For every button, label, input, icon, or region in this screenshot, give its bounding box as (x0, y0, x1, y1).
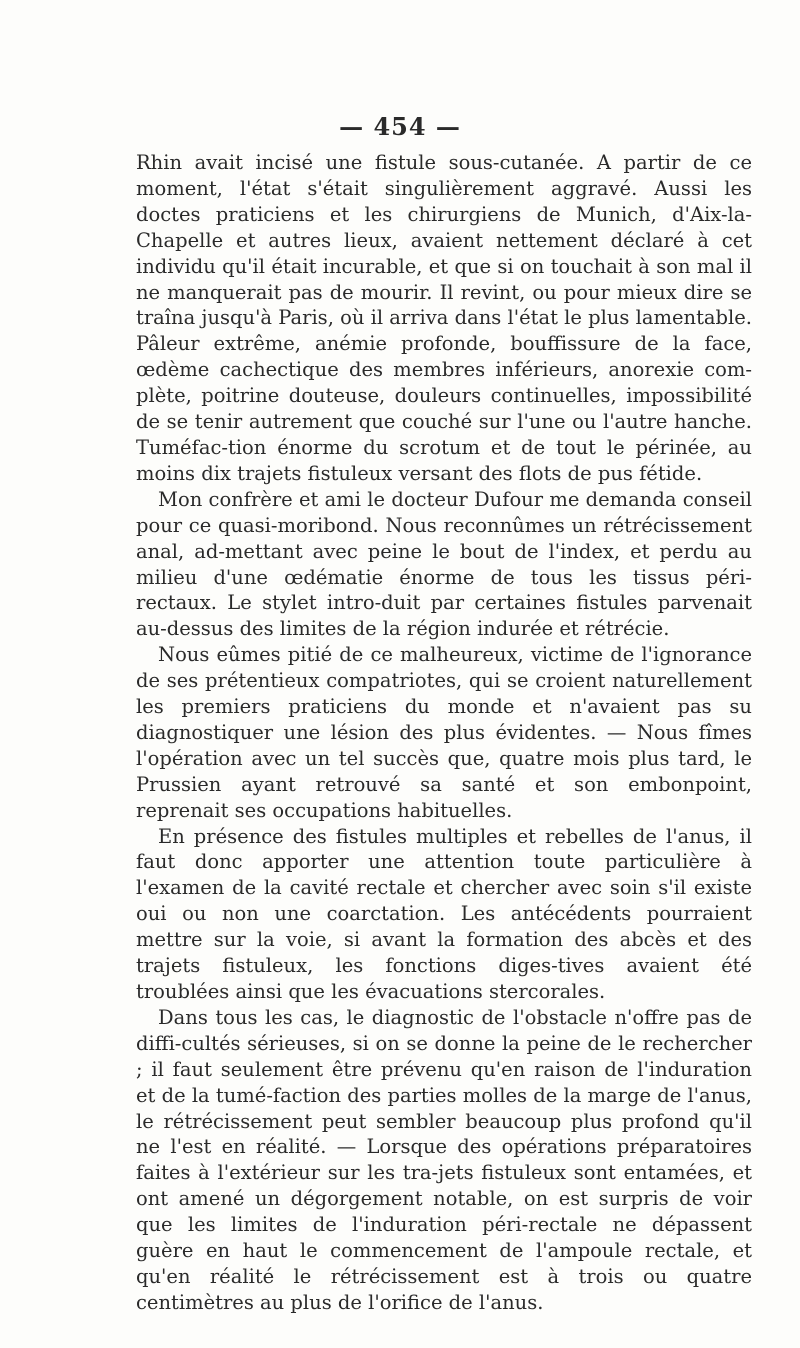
paragraph-4: En présence des fistules multiples et rebelles de l'anus, il faut donc apporter une attention toute particulière à l'examen de la cavité rectale et chercher avec soin s'il existe oui ou non une coarctation. Les antécédents pourraient mettre sur la voie, si avant la formation des abcès et des trajets fistuleux, les fonctions diges-tives avaient été troublées ainsi que les évacuations stercorales. (136, 824, 752, 1003)
paragraph-5: Dans tous les cas, le diagnostic de l'obstacle n'offre pas de diffi-cultés sérieuses, si on se donne la peine de le rechercher ; il faut seulement être prévenu qu'en raison de l'induration et de la tumé-faction des parties molles de la marge de l'anus, le rétrécissement peut sembler beaucoup plus profond qu'il ne l'est en réalité. — Lorsque des opérations préparatoires faites à l'extérieur sur les tra-jets fistuleux sont entamées, et ont amené un dégorgement notable, on est surpris de voir que les limites de l'induration péri-rectale ne dépassent guère en haut le commencement de l'ampoule rectale, et qu'en réalité le rétrécissement est à trois ou quatre centimètres au plus de l'orifice de l'anus. (136, 1005, 752, 1314)
paragraph-3: Nous eûmes pitié de ce malheureux, victime de l'ignorance de ses prétentieux compatriotes, qui se croient naturellement les premiers praticiens du monde et n'avaient pas su diagnostiquer une lésion des plus évidentes. — Nous fîmes l'opération avec un tel succès que, quatre mois plus tard, le Prussien ayant retrouvé sa santé et son embonpoint, reprenait ses occupations habituelles. (136, 643, 752, 822)
page-number: — 454 — (339, 112, 461, 141)
paragraph-2: Mon confrère et ami le docteur Dufour me demanda conseil pour ce quasi-moribond. Nous reconnûmes un rétrécissement anal, ad-mettant avec peine le bout de l'index, et perdu au milieu d'une œdématie énorme de tous les tissus péri-rectaux. Le stylet intro-duit par certaines fistules parvenait au-dessus des limites de la région indurée et rétrécie. (136, 487, 752, 641)
paragraph-1: Rhin avait incisé une fistule sous-cutanée. A partir de ce moment, l'état s'était singulièrement aggravé. Aussi les doctes praticiens et les chirurgiens de Munich, d'Aix-la-Chapelle et autres lieux, avaient nettement déclaré à cet individu qu'il était incurable, et que si on touchait à son mal il ne manquerait pas de mourir. Il revint, ou pour mieux dire se traîna jusqu'à Paris, où il arriva dans l'état le plus lamentable. Pâleur extrême, anémie profonde, bouffissure de la face, œdème cachectique des membres inférieurs, anorexie com-plète, poitrine douteuse, douleurs continuelles, impossibilité de se tenir autrement que couché sur l'une ou l'autre hanche. Tuméfac-tion énorme du scrotum et de tout le périnée, au moins dix trajets fistuleux versant des flots de pus fétide. (136, 151, 752, 485)
body-text (136, 150, 752, 1316)
